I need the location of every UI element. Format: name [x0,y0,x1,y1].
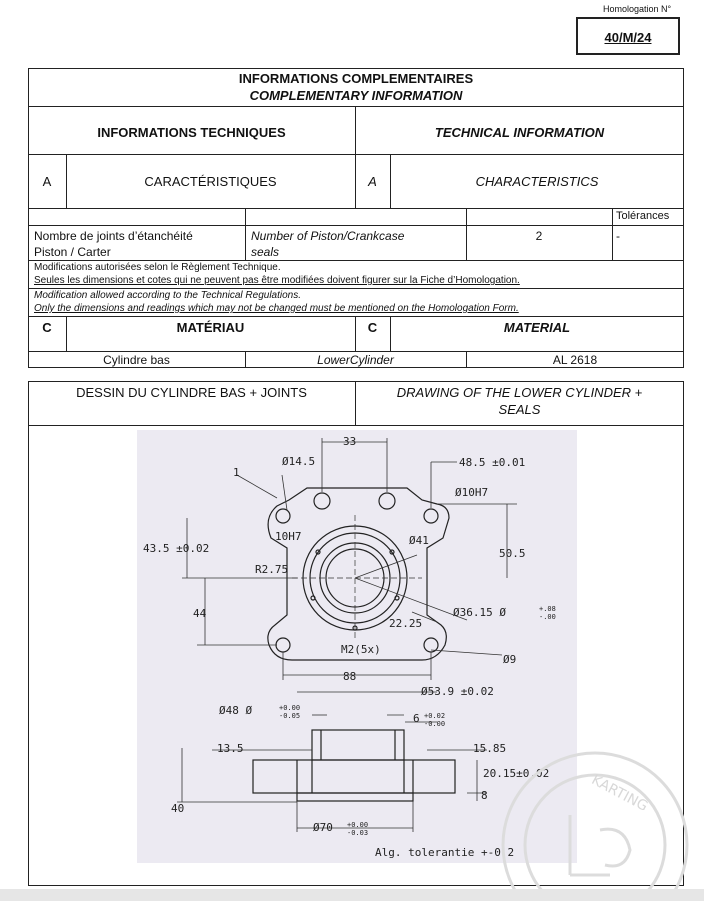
dim-40: 40 [171,802,185,815]
dim-m2: M2(5x) [341,643,381,656]
tolerances-header: Tolérances [616,210,670,222]
note-fr-1: Modifications autorisées selon le Règlement Technique. [34,262,281,273]
material-part-fr: Cylindre bas [103,353,170,367]
section-c-letter-fr: C [42,320,52,335]
dim-53-9: Ø53.9 ±0.02 [421,685,494,698]
dim-70-tol-up: +0.00 [347,821,369,829]
dim-1: 1 [233,466,240,479]
section-c-title-fr: MATÉRIAU [176,320,245,335]
seal-label-fr-1: Nombre de joints d’étanchéité [34,229,193,243]
dim-10h7-b: 10H7 [275,530,302,543]
top-view-part [268,488,449,660]
dim-r2-75: R2.75 [255,563,289,576]
dim-88: 88 [343,670,357,683]
material-value: AL 2618 [552,353,598,367]
section-c-letter-en: C [367,320,378,335]
watermark-text: KARTING [588,772,651,815]
note-en-1: Modification allowed according to the Technical Regulations. [34,290,302,301]
dim-8: 8 [481,789,488,802]
dim-48-tol-up: +0.00 [279,704,301,712]
dim-6-tol-up: +0.02 [424,712,446,720]
homologation-label: Homologation N° [603,4,672,14]
dim-48: Ø48 Ø [219,704,253,717]
header-title-fr: INFORMATIONS COMPLEMENTAIRES [238,71,474,86]
drawing-title-fr: DESSIN DU CYLINDRE BAS + JOINTS [76,385,307,400]
drawing-title-en-1: DRAWING OF THE LOWER CYLINDER + [396,385,643,400]
dim-22-25: 22.25 [389,617,423,630]
dim-6: 6 [413,712,420,725]
dim-43-5: 43.5 ±0.02 [143,542,210,555]
homologation-number: 40/M/24 [604,30,652,45]
tech-info-en: TECHNICAL INFORMATION [434,125,605,140]
dim-50-5: 50.5 [499,547,526,560]
dim-14-5: Ø14.5 [282,455,316,468]
seal-value: 2 [535,229,543,243]
tolerance-note: Alg. tolerantie +-0.2 [375,846,515,859]
homologation-number-box [576,17,680,55]
dim-6-tol-dn: -0.00 [424,720,446,728]
dim-36-15-tol-dn: -.00 [539,613,556,621]
dim-36-15: Ø36.15 Ø [453,606,506,619]
dim-44: 44 [193,607,207,620]
section-a-title-en: CHARACTERISTICS [475,174,599,189]
dim-33: 33 [343,435,357,448]
seal-label-en-2: seals [251,245,280,259]
dim-48-5: 48.5 ±0.01 [459,456,526,469]
dim-70: Ø70 [313,821,333,834]
note-en-2: Only the dimensions and readings which may not be changed must be mentioned on the Homologation Form. [34,303,519,314]
dim-20-15: 20.15±0.02 [483,767,550,780]
tech-info-fr: INFORMATIONS TECHNIQUES [97,125,286,140]
section-a-letter-en: A [368,174,377,189]
bottom-bar [0,889,704,901]
dim-48-tol-dn: -0.05 [279,712,301,720]
dim-15-85: 15.85 [473,742,507,755]
section-a-letter-fr: A [42,174,52,189]
side-view-part [253,730,455,801]
dim-13-5: 13.5 [217,742,244,755]
section-c-title-en: MATERIAL [503,320,571,335]
watermark-stamp [490,745,700,901]
seal-tolerance: - [616,229,620,243]
header-title-en: COMPLEMENTARY INFORMATION [249,88,463,103]
dim-41: Ø41 [409,534,429,547]
dim-70-tol-dn: -0.03 [347,829,369,837]
dim-10h7-a: Ø10H7 [455,486,489,499]
drawing-title-en-2: SEALS [498,402,541,417]
material-part-en: LowerCylinder [317,353,394,367]
section-a-title-fr: CARACTÉRISTIQUES [144,174,277,189]
seal-label-en-1: Number of Piston/Crankcase [251,229,405,243]
note-fr-2: Seules les dimensions et cotes qui ne peuvent pas être modifiées doivent figurer sur la Fiche d’Homologation. [34,275,520,286]
dim-9: Ø9 [503,653,517,666]
dim-36-15-tol-up: +.08 [539,605,556,613]
seal-label-fr-2: Piston / Carter [34,245,111,259]
